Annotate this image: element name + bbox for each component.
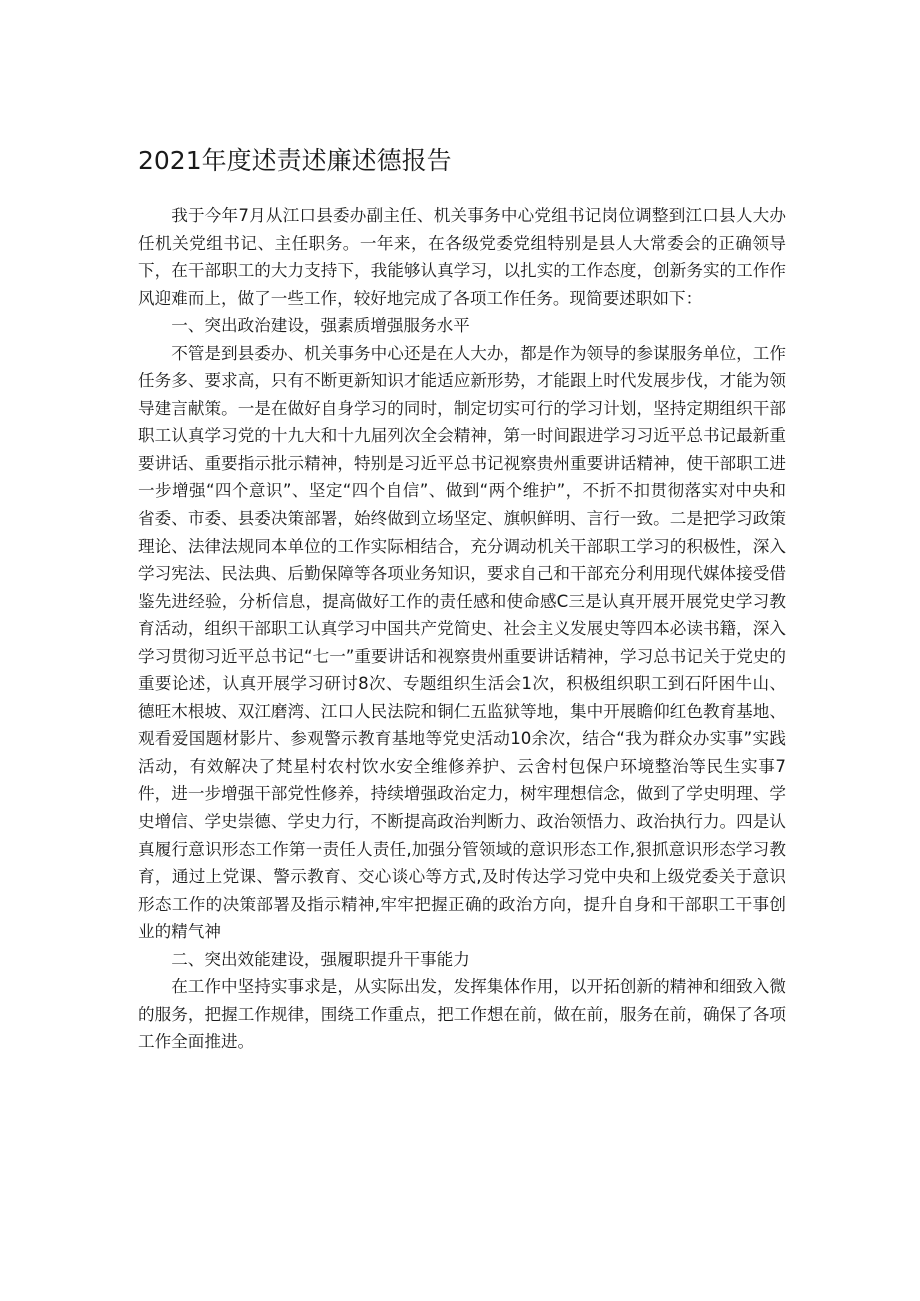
document-title: 2021年度述责述廉述德报告: [138, 146, 452, 175]
intro-paragraph: 我于今年7月从江口县委办副主任、机关事务中心党组书记岗位调整到江口县人大办任机关党组书记、主任职务。一年来，在各级党委党组特别是县人大常委会的正确领导下，在干部职工的大力支持下，我能够认真学习，以扎实的工作态度，创新务实的工作作风迎难而上，做了一些工作，较好地完成了各项工作任务。现简要述职如下：: [138, 206, 786, 308]
section-heading-1: 一、突出政治建设，强素质增强服务水平: [171, 316, 470, 336]
document-body: [138, 202, 786, 1056]
section-1-paragraph: 不管是到县委办、机关事务中心还是在人大办，都是作为领导的参谋服务单位，工作任务多、要求高，只有不断更新知识才能适应新形势，才能跟上时代发展步伐，才能为领导建言献策。一是在做好自身学习的同时，制定切实可行的学习计划，坚持定期组织干部职工认真学习党的十九大和十九届列次全会精神，第一时间跟进学习习近平总书记最新重要讲话、重要指示批示精神，特别是习近平总书记视察贵州重要讲话精神，使干部职工进一步增强“四个意识”、坚定“四个自信”、做到“两个维护”，不折不扣贯彻落实对中央和省委、市委、县委决策部署，始终做到立场坚定、旗帜鲜明、言行一致。二是把学习政策理论、法律法规同本单位的工作实际相结合，充分调动机关干部职工学习的积极性，深入学习宪法、民法典、后勤保障等各项业务知识，要求自己和干部充分利用现代媒体接受借鉴先进经验，分析信息，提高做好工作的责任感和使命感C三是认真开展开展党史学习教育活动，组织干部职工认真学习中国共产党简史、社会主义发展史等四本必读书籍，深入学习贯彻习近平总书记“七一”重要讲话和视察贵州重要讲话精神，学习总书记关于党史的重要论述，认真开展学习研讨8次、专题组织生活会1次，积极组织职工到石阡困牛山、德旺木根坡、双江磨湾、江口人民法院和铜仁五监狱等地，集中开展瞻仰红色教育基地、观看爱国题材影片、参观警示教育基地等党史活动10余次，结合“我为群众办实事”实践活动，有效解决了梵星村农村饮水安全维修养护、云舍村包保户环境整治等民生实事7件，进一步增强干部党性修养，持续增强政治定力，树牢理想信念，做到了学史明理、学史增信、学史崇德、学史力行，不断提高政治判断力、政治领悟力、政治执行力。四是认真履行意识形态工作第一责任人责任,加强分管领域的意识形态工作,狠抓意识形态学习教育，通过上党课、警示教育、交心谈心等方式,及时传达学习党中央和上级党委关于意识形态工作的决策部署及指示精神,牢牢把握正确的政治方向，提升自身和干部职工干事创业的精气神: [138, 343, 786, 942]
section-heading-2: 二、突出效能建设，强履职提升干事能力: [171, 949, 470, 969]
section-2-paragraph: 在工作中坚持实事求是，从实际出发，发挥集体作用，以开拓创新的精神和细致入微的服务，把握工作规律，围绕工作重点，把工作想在前，做在前，服务在前，确保了各项工作全面推进。: [138, 977, 786, 1052]
